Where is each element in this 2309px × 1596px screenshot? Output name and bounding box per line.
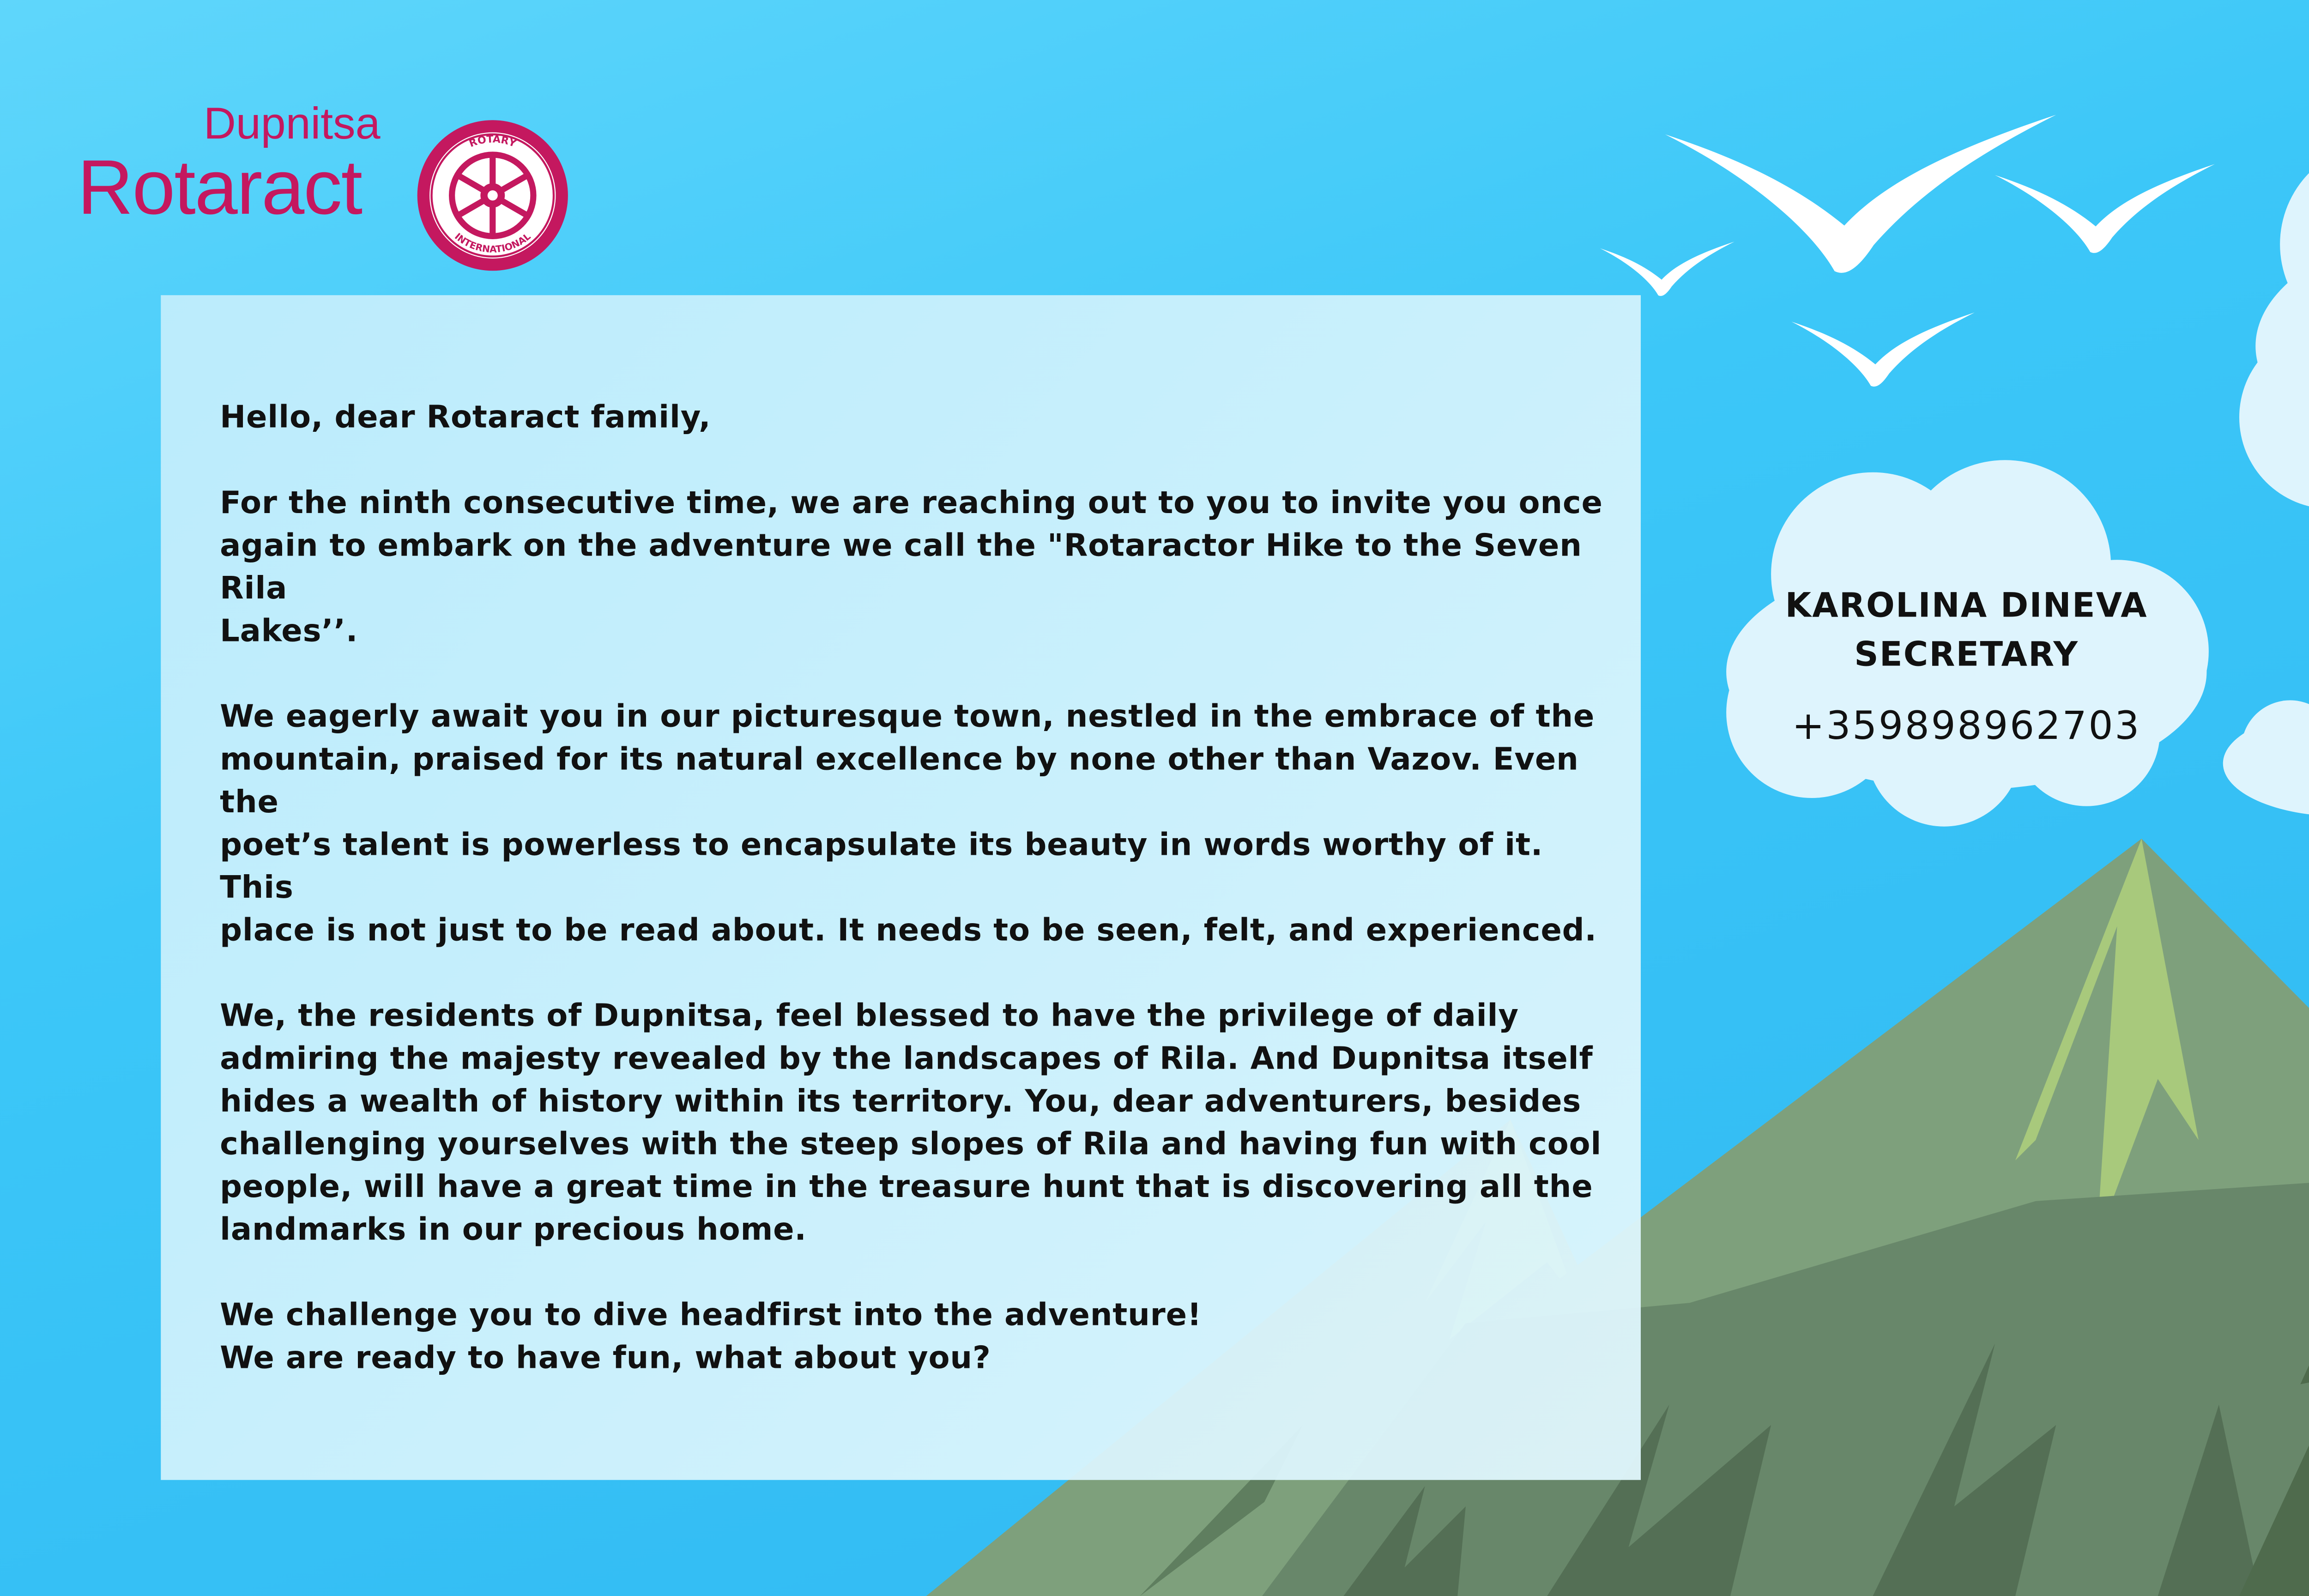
- president-name: [2288, 265, 2309, 314]
- secretary-phone[interactable]: +359898962703: [1792, 704, 2141, 750]
- text-line: hides a wealth of history within its territory. You, dear adventurers, besides: [220, 1083, 1582, 1120]
- bird-icon: [1995, 164, 2215, 253]
- text-line: people, will have a great time in the treasure hunt that is discovering all the: [220, 1168, 1593, 1205]
- emblem-ring-top: ROTARY: [467, 133, 518, 150]
- bird-icon: [1600, 242, 1735, 296]
- contact-secretary: [1763, 582, 2170, 749]
- text-line: We, the residents of Dupnitsa, feel blessed to have the privilege of daily: [220, 998, 1519, 1034]
- letter-paragraph-3: [220, 996, 1604, 1252]
- president-phone[interactable]: [2288, 407, 2309, 452]
- secretary-name: KAROLINA DINEVA: [1785, 586, 2148, 625]
- letter-paragraph-4: [220, 1295, 1604, 1380]
- contact-president: [2288, 265, 2309, 452]
- text-line: For the ninth consecutive time, we are reaching out to you to invite you once: [220, 484, 1603, 521]
- letter-paragraph-2: [220, 696, 1604, 953]
- rotary-wheel-icon: [411, 114, 574, 277]
- logo-wordmark: Rotaract: [77, 146, 362, 232]
- text-line: We challenge you to dive headfirst into the adventure!: [220, 1296, 1202, 1334]
- letter-paragraph-1: [220, 483, 1604, 653]
- cloud-small: [2223, 680, 2309, 816]
- text-line: place is not just to be read about. It needs to be seen, felt, and experienced.: [220, 912, 1597, 949]
- text-line: mountain, praised for its natural excellence by none other than Vazov. Even the: [220, 741, 1579, 821]
- text-line: We are ready to have fun, what about you?: [220, 1339, 991, 1376]
- birds: [1600, 26, 2309, 387]
- text-line: again to embark on the adventure we call the "Rotaractor Hike to the Seven Rila: [220, 527, 1582, 607]
- logo-city: Dupnitsa: [203, 97, 381, 149]
- secretary-role: SECRETARY: [1854, 635, 2079, 674]
- text-line: Lakes’’.: [220, 612, 358, 650]
- text-line: landmarks in our precious home.: [220, 1211, 807, 1248]
- letter-body: [220, 397, 1604, 1423]
- text-line: challenging yourselves with the steep slopes of Rila and having fun with cool: [220, 1125, 1602, 1163]
- letter-greeting: Hello, dear Rotaract family,: [220, 399, 711, 436]
- bird-icon: [1665, 115, 2056, 273]
- text-line: admiring the majesty revealed by the landscapes of Rila. And Dupnitsa itself: [220, 1040, 1593, 1077]
- emblem-ring-bottom: INTERNATIONAL: [453, 230, 533, 255]
- president-role: [2288, 314, 2309, 363]
- bird-icon: [1791, 313, 1975, 387]
- text-line: We eagerly await you in our picturesque town, nestled in the embrace of the: [220, 698, 1595, 735]
- text-line: poet’s talent is powerless to encapsulate its beauty in words worthy of it. This: [220, 826, 1543, 906]
